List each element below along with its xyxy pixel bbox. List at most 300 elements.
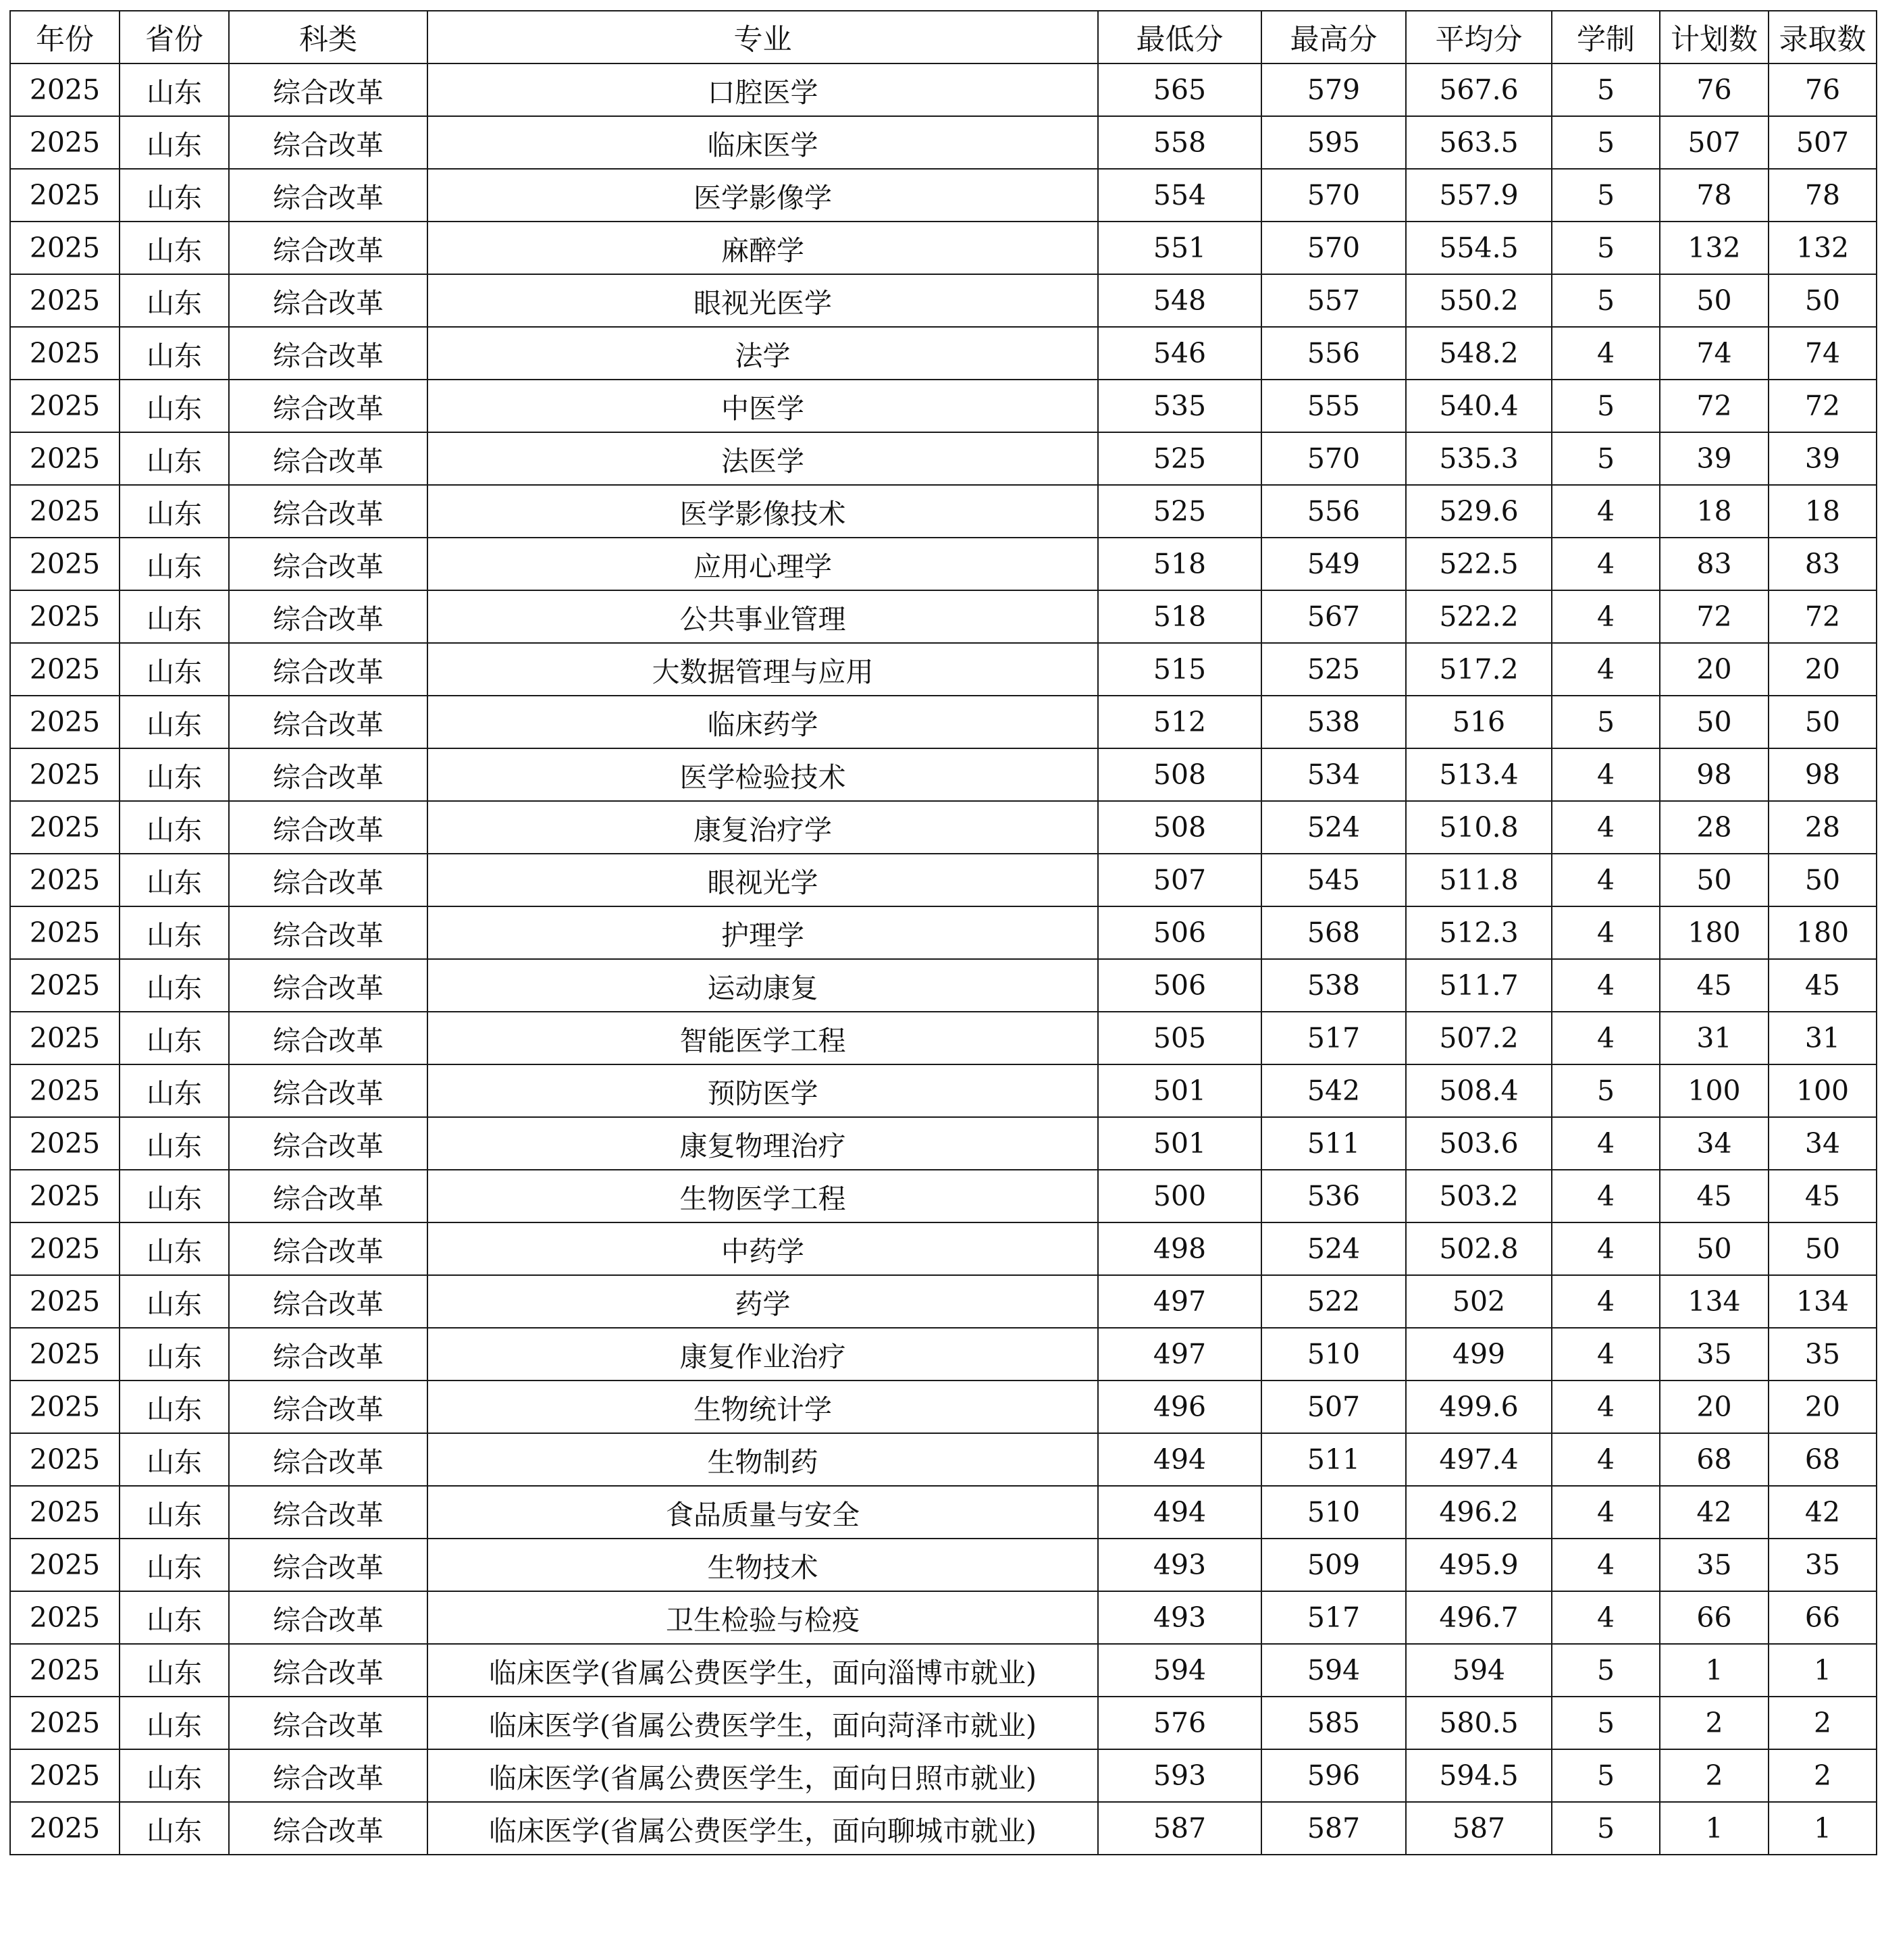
cell-min-score: 498 (1098, 1222, 1261, 1275)
cell-category: 综合改革 (229, 169, 427, 222)
cell-province: 山东 (120, 485, 229, 538)
cell-max-score: 510 (1261, 1328, 1406, 1381)
cell-min-score: 525 (1098, 485, 1261, 538)
table-row (10, 485, 1877, 538)
cell-max-score: 570 (1261, 169, 1406, 222)
cell-year: 2025 (10, 906, 120, 959)
cell-max-score: 545 (1261, 854, 1406, 906)
cell-min-score: 497 (1098, 1328, 1261, 1381)
cell-plan-count: 98 (1660, 748, 1769, 801)
cell-admit-count: 50 (1769, 274, 1877, 327)
cell-category: 综合改革 (229, 1802, 427, 1855)
cell-province: 山东 (120, 63, 229, 116)
cell-max-score: 549 (1261, 538, 1406, 590)
column-header-avg-score: 平均分 (1406, 11, 1552, 63)
cell-province: 山东 (120, 1591, 229, 1644)
cell-plan-count: 34 (1660, 1117, 1769, 1170)
cell-admit-count: 100 (1769, 1064, 1877, 1117)
cell-province: 山东 (120, 1064, 229, 1117)
cell-max-score: 570 (1261, 222, 1406, 274)
cell-category: 综合改革 (229, 1064, 427, 1117)
cell-category: 综合改革 (229, 1222, 427, 1275)
cell-admit-count: 83 (1769, 538, 1877, 590)
cell-category: 综合改革 (229, 1275, 427, 1328)
cell-plan-count: 78 (1660, 169, 1769, 222)
cell-admit-count: 28 (1769, 801, 1877, 854)
cell-plan-count: 31 (1660, 1012, 1769, 1064)
cell-year: 2025 (10, 222, 120, 274)
cell-avg-score: 594 (1406, 1644, 1552, 1697)
cell-plan-count: 50 (1660, 696, 1769, 748)
table-row (10, 801, 1877, 854)
cell-avg-score: 502 (1406, 1275, 1552, 1328)
cell-avg-score: 499 (1406, 1328, 1552, 1381)
cell-province: 山东 (120, 1381, 229, 1433)
cell-major: 应用心理学 (427, 538, 1098, 590)
cell-year: 2025 (10, 590, 120, 643)
cell-major: 中药学 (427, 1222, 1098, 1275)
cell-avg-score: 540.4 (1406, 380, 1552, 432)
cell-category: 综合改革 (229, 1433, 427, 1486)
cell-min-score: 565 (1098, 63, 1261, 116)
cell-category: 综合改革 (229, 1012, 427, 1064)
cell-duration: 4 (1552, 801, 1660, 854)
table-body (10, 63, 1877, 1855)
cell-duration: 4 (1552, 1591, 1660, 1644)
cell-major: 康复作业治疗 (427, 1328, 1098, 1381)
cell-admit-count: 134 (1769, 1275, 1877, 1328)
cell-duration: 4 (1552, 906, 1660, 959)
cell-major: 智能医学工程 (427, 1012, 1098, 1064)
cell-avg-score: 563.5 (1406, 116, 1552, 169)
cell-plan-count: 45 (1660, 1170, 1769, 1222)
cell-category: 综合改革 (229, 1170, 427, 1222)
cell-province: 山东 (120, 854, 229, 906)
cell-major: 麻醉学 (427, 222, 1098, 274)
cell-admit-count: 68 (1769, 1433, 1877, 1486)
table-row (10, 590, 1877, 643)
cell-min-score: 518 (1098, 590, 1261, 643)
cell-category: 综合改革 (229, 1697, 427, 1749)
cell-duration: 5 (1552, 1064, 1660, 1117)
cell-year: 2025 (10, 327, 120, 380)
column-header-major: 专业 (427, 11, 1098, 63)
cell-max-score: 534 (1261, 748, 1406, 801)
cell-major: 临床医学(省属公费医学生，面向淄博市就业) (427, 1644, 1098, 1697)
cell-province: 山东 (120, 169, 229, 222)
cell-province: 山东 (120, 801, 229, 854)
cell-plan-count: 35 (1660, 1539, 1769, 1591)
cell-category: 综合改革 (229, 1539, 427, 1591)
cell-max-score: 555 (1261, 380, 1406, 432)
cell-duration: 4 (1552, 1275, 1660, 1328)
cell-admit-count: 1 (1769, 1644, 1877, 1697)
cell-avg-score: 529.6 (1406, 485, 1552, 538)
cell-avg-score: 516 (1406, 696, 1552, 748)
cell-category: 综合改革 (229, 643, 427, 696)
cell-plan-count: 50 (1660, 274, 1769, 327)
cell-admit-count: 20 (1769, 643, 1877, 696)
cell-category: 综合改革 (229, 63, 427, 116)
cell-admit-count: 34 (1769, 1117, 1877, 1170)
cell-major: 卫生检验与检疫 (427, 1591, 1098, 1644)
cell-category: 综合改革 (229, 801, 427, 854)
cell-max-score: 556 (1261, 327, 1406, 380)
cell-plan-count: 50 (1660, 854, 1769, 906)
cell-plan-count: 76 (1660, 63, 1769, 116)
cell-admit-count: 180 (1769, 906, 1877, 959)
table-row (10, 854, 1877, 906)
cell-year: 2025 (10, 116, 120, 169)
column-header-category: 科类 (229, 11, 427, 63)
cell-avg-score: 499.6 (1406, 1381, 1552, 1433)
cell-plan-count: 39 (1660, 432, 1769, 485)
cell-year: 2025 (10, 801, 120, 854)
table-row (10, 1117, 1877, 1170)
cell-max-score: 511 (1261, 1433, 1406, 1486)
cell-admit-count: 45 (1769, 1170, 1877, 1222)
cell-plan-count: 134 (1660, 1275, 1769, 1328)
cell-major: 运动康复 (427, 959, 1098, 1012)
table-row (10, 1328, 1877, 1381)
cell-admit-count: 45 (1769, 959, 1877, 1012)
cell-year: 2025 (10, 748, 120, 801)
cell-duration: 4 (1552, 1486, 1660, 1539)
cell-province: 山东 (120, 1749, 229, 1802)
cell-max-score: 595 (1261, 116, 1406, 169)
cell-avg-score: 517.2 (1406, 643, 1552, 696)
cell-year: 2025 (10, 432, 120, 485)
cell-duration: 4 (1552, 1381, 1660, 1433)
table-row (10, 696, 1877, 748)
cell-year: 2025 (10, 1433, 120, 1486)
cell-avg-score: 587 (1406, 1802, 1552, 1855)
cell-duration: 4 (1552, 1328, 1660, 1381)
header-row (10, 11, 1877, 63)
cell-major: 眼视光学 (427, 854, 1098, 906)
cell-major: 食品质量与安全 (427, 1486, 1098, 1539)
cell-min-score: 494 (1098, 1433, 1261, 1486)
cell-category: 综合改革 (229, 1486, 427, 1539)
cell-admit-count: 35 (1769, 1328, 1877, 1381)
cell-admit-count: 76 (1769, 63, 1877, 116)
cell-max-score: 510 (1261, 1486, 1406, 1539)
cell-province: 山东 (120, 1802, 229, 1855)
cell-admit-count: 2 (1769, 1697, 1877, 1749)
cell-min-score: 508 (1098, 801, 1261, 854)
cell-plan-count: 45 (1660, 959, 1769, 1012)
cell-min-score: 506 (1098, 906, 1261, 959)
cell-major: 法学 (427, 327, 1098, 380)
cell-max-score: 542 (1261, 1064, 1406, 1117)
cell-province: 山东 (120, 222, 229, 274)
cell-year: 2025 (10, 63, 120, 116)
cell-avg-score: 503.2 (1406, 1170, 1552, 1222)
cell-category: 综合改革 (229, 327, 427, 380)
column-header-min-score: 最低分 (1098, 11, 1261, 63)
cell-year: 2025 (10, 643, 120, 696)
cell-max-score: 522 (1261, 1275, 1406, 1328)
cell-category: 综合改革 (229, 538, 427, 590)
column-header-plan-count: 计划数 (1660, 11, 1769, 63)
table-row (10, 1591, 1877, 1644)
cell-major: 护理学 (427, 906, 1098, 959)
cell-min-score: 494 (1098, 1486, 1261, 1539)
cell-admit-count: 39 (1769, 432, 1877, 485)
cell-max-score: 585 (1261, 1697, 1406, 1749)
cell-year: 2025 (10, 1802, 120, 1855)
table-row (10, 1697, 1877, 1749)
cell-admit-count: 66 (1769, 1591, 1877, 1644)
cell-plan-count: 100 (1660, 1064, 1769, 1117)
cell-province: 山东 (120, 327, 229, 380)
cell-min-score: 554 (1098, 169, 1261, 222)
cell-province: 山东 (120, 116, 229, 169)
cell-min-score: 546 (1098, 327, 1261, 380)
cell-admit-count: 50 (1769, 696, 1877, 748)
table-row (10, 748, 1877, 801)
cell-category: 综合改革 (229, 485, 427, 538)
cell-max-score: 524 (1261, 801, 1406, 854)
table-row (10, 1644, 1877, 1697)
cell-year: 2025 (10, 1539, 120, 1591)
cell-category: 综合改革 (229, 1328, 427, 1381)
cell-avg-score: 548.2 (1406, 327, 1552, 380)
cell-duration: 4 (1552, 959, 1660, 1012)
cell-max-score: 556 (1261, 485, 1406, 538)
cell-plan-count: 50 (1660, 1222, 1769, 1275)
cell-major: 康复治疗学 (427, 801, 1098, 854)
table-row (10, 1749, 1877, 1802)
cell-admit-count: 35 (1769, 1539, 1877, 1591)
cell-plan-count: 72 (1660, 590, 1769, 643)
cell-max-score: 568 (1261, 906, 1406, 959)
cell-duration: 4 (1552, 1012, 1660, 1064)
cell-duration: 4 (1552, 1539, 1660, 1591)
cell-max-score: 536 (1261, 1170, 1406, 1222)
cell-province: 山东 (120, 1697, 229, 1749)
table-row (10, 959, 1877, 1012)
cell-category: 综合改革 (229, 432, 427, 485)
cell-avg-score: 567.6 (1406, 63, 1552, 116)
cell-avg-score: 557.9 (1406, 169, 1552, 222)
cell-avg-score: 522.2 (1406, 590, 1552, 643)
cell-admit-count: 2 (1769, 1749, 1877, 1802)
cell-min-score: 497 (1098, 1275, 1261, 1328)
cell-avg-score: 522.5 (1406, 538, 1552, 590)
cell-avg-score: 496.2 (1406, 1486, 1552, 1539)
cell-plan-count: 1 (1660, 1644, 1769, 1697)
cell-max-score: 525 (1261, 643, 1406, 696)
cell-avg-score: 580.5 (1406, 1697, 1552, 1749)
table-row (10, 432, 1877, 485)
cell-min-score: 501 (1098, 1064, 1261, 1117)
cell-province: 山东 (120, 748, 229, 801)
cell-admit-count: 74 (1769, 327, 1877, 380)
cell-duration: 4 (1552, 485, 1660, 538)
cell-duration: 5 (1552, 380, 1660, 432)
cell-duration: 4 (1552, 854, 1660, 906)
cell-avg-score: 503.6 (1406, 1117, 1552, 1170)
cell-min-score: 501 (1098, 1117, 1261, 1170)
cell-duration: 4 (1552, 748, 1660, 801)
cell-min-score: 518 (1098, 538, 1261, 590)
cell-year: 2025 (10, 1486, 120, 1539)
cell-province: 山东 (120, 906, 229, 959)
cell-avg-score: 513.4 (1406, 748, 1552, 801)
cell-max-score: 579 (1261, 63, 1406, 116)
cell-major: 临床医学(省属公费医学生，面向聊城市就业) (427, 1802, 1098, 1855)
cell-major: 中医学 (427, 380, 1098, 432)
cell-category: 综合改革 (229, 116, 427, 169)
cell-year: 2025 (10, 1749, 120, 1802)
cell-duration: 4 (1552, 1222, 1660, 1275)
cell-duration: 5 (1552, 169, 1660, 222)
cell-min-score: 558 (1098, 116, 1261, 169)
column-header-province: 省份 (120, 11, 229, 63)
cell-year: 2025 (10, 1381, 120, 1433)
cell-year: 2025 (10, 485, 120, 538)
cell-major: 临床医学(省属公费医学生，面向菏泽市就业) (427, 1697, 1098, 1749)
cell-year: 2025 (10, 1222, 120, 1275)
cell-avg-score: 511.7 (1406, 959, 1552, 1012)
cell-province: 山东 (120, 1486, 229, 1539)
cell-plan-count: 35 (1660, 1328, 1769, 1381)
cell-duration: 5 (1552, 1802, 1660, 1855)
cell-year: 2025 (10, 1591, 120, 1644)
cell-avg-score: 502.8 (1406, 1222, 1552, 1275)
table-row (10, 380, 1877, 432)
cell-province: 山东 (120, 590, 229, 643)
cell-category: 综合改革 (229, 274, 427, 327)
cell-min-score: 493 (1098, 1539, 1261, 1591)
cell-province: 山东 (120, 959, 229, 1012)
cell-category: 综合改革 (229, 1381, 427, 1433)
cell-category: 综合改革 (229, 696, 427, 748)
cell-year: 2025 (10, 274, 120, 327)
cell-major: 康复物理治疗 (427, 1117, 1098, 1170)
cell-province: 山东 (120, 1433, 229, 1486)
cell-min-score: 512 (1098, 696, 1261, 748)
cell-max-score: 567 (1261, 590, 1406, 643)
cell-duration: 5 (1552, 116, 1660, 169)
cell-province: 山东 (120, 1275, 229, 1328)
cell-major: 生物医学工程 (427, 1170, 1098, 1222)
cell-min-score: 551 (1098, 222, 1261, 274)
cell-category: 综合改革 (229, 906, 427, 959)
cell-year: 2025 (10, 1697, 120, 1749)
table-row (10, 643, 1877, 696)
cell-category: 综合改革 (229, 1644, 427, 1697)
cell-min-score: 506 (1098, 959, 1261, 1012)
cell-province: 山东 (120, 643, 229, 696)
cell-avg-score: 497.4 (1406, 1433, 1552, 1486)
table-row (10, 1064, 1877, 1117)
cell-min-score: 535 (1098, 380, 1261, 432)
cell-province: 山东 (120, 1328, 229, 1381)
cell-max-score: 517 (1261, 1591, 1406, 1644)
cell-province: 山东 (120, 380, 229, 432)
cell-province: 山东 (120, 1644, 229, 1697)
cell-category: 综合改革 (229, 1117, 427, 1170)
table-row (10, 1433, 1877, 1486)
cell-admit-count: 72 (1769, 590, 1877, 643)
cell-avg-score: 495.9 (1406, 1539, 1552, 1591)
admission-score-table (9, 10, 1877, 1855)
cell-category: 综合改革 (229, 222, 427, 274)
cell-admit-count: 98 (1769, 748, 1877, 801)
cell-category: 综合改革 (229, 854, 427, 906)
cell-avg-score: 554.5 (1406, 222, 1552, 274)
cell-plan-count: 2 (1660, 1749, 1769, 1802)
cell-min-score: 500 (1098, 1170, 1261, 1222)
cell-province: 山东 (120, 696, 229, 748)
cell-plan-count: 42 (1660, 1486, 1769, 1539)
cell-year: 2025 (10, 1328, 120, 1381)
cell-major: 临床医学 (427, 116, 1098, 169)
cell-admit-count: 72 (1769, 380, 1877, 432)
cell-duration: 4 (1552, 1117, 1660, 1170)
cell-duration: 5 (1552, 274, 1660, 327)
cell-duration: 4 (1552, 643, 1660, 696)
cell-duration: 4 (1552, 327, 1660, 380)
table-row (10, 1802, 1877, 1855)
cell-avg-score: 508.4 (1406, 1064, 1552, 1117)
cell-max-score: 557 (1261, 274, 1406, 327)
cell-plan-count: 20 (1660, 643, 1769, 696)
table-row (10, 906, 1877, 959)
cell-year: 2025 (10, 696, 120, 748)
cell-year: 2025 (10, 1064, 120, 1117)
cell-max-score: 596 (1261, 1749, 1406, 1802)
cell-min-score: 548 (1098, 274, 1261, 327)
cell-plan-count: 20 (1660, 1381, 1769, 1433)
cell-year: 2025 (10, 169, 120, 222)
cell-major: 法医学 (427, 432, 1098, 485)
cell-avg-score: 594.5 (1406, 1749, 1552, 1802)
cell-year: 2025 (10, 1275, 120, 1328)
table-row (10, 327, 1877, 380)
table-row (10, 274, 1877, 327)
cell-max-score: 511 (1261, 1117, 1406, 1170)
cell-avg-score: 550.2 (1406, 274, 1552, 327)
column-header-admit-count: 录取数 (1769, 11, 1877, 63)
cell-year: 2025 (10, 854, 120, 906)
cell-category: 综合改革 (229, 380, 427, 432)
cell-min-score: 525 (1098, 432, 1261, 485)
cell-max-score: 587 (1261, 1802, 1406, 1855)
cell-major: 生物统计学 (427, 1381, 1098, 1433)
cell-duration: 4 (1552, 1170, 1660, 1222)
cell-major: 口腔医学 (427, 63, 1098, 116)
cell-duration: 4 (1552, 538, 1660, 590)
cell-major: 公共事业管理 (427, 590, 1098, 643)
cell-duration: 5 (1552, 222, 1660, 274)
table-row (10, 1275, 1877, 1328)
cell-duration: 5 (1552, 1644, 1660, 1697)
cell-duration: 5 (1552, 432, 1660, 485)
column-header-max-score: 最高分 (1261, 11, 1406, 63)
cell-major: 药学 (427, 1275, 1098, 1328)
cell-avg-score: 511.8 (1406, 854, 1552, 906)
cell-min-score: 587 (1098, 1802, 1261, 1855)
cell-max-score: 524 (1261, 1222, 1406, 1275)
table-row (10, 169, 1877, 222)
cell-province: 山东 (120, 432, 229, 485)
table-row (10, 1012, 1877, 1064)
cell-category: 综合改革 (229, 1749, 427, 1802)
cell-plan-count: 68 (1660, 1433, 1769, 1486)
